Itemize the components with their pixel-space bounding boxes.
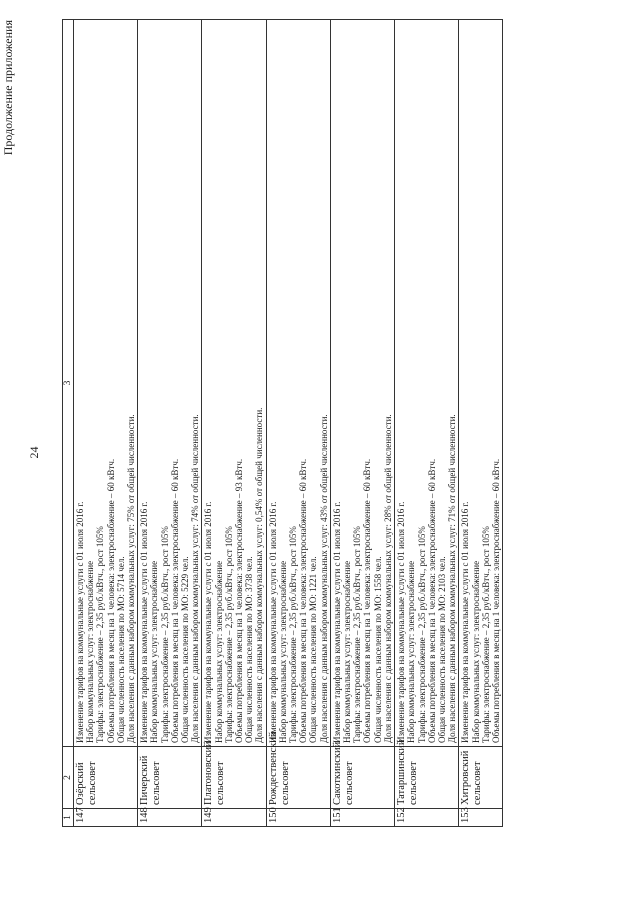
- description-line: Объемы потребления в месяц на 1 человека: электроснабжение – 60 кВтч.: [490, 458, 501, 743]
- table-row: [74, 20, 138, 827]
- description-line: Изменение тарифов на коммунальные услуги с 01 июля 2016 г.: [75, 501, 85, 743]
- tariff-description: [138, 20, 202, 747]
- table-row: [266, 20, 330, 827]
- tariff-description: [459, 20, 503, 747]
- description-line: Доля населения с данным набором коммунальных услуг: 75% от общей численности.: [126, 414, 137, 743]
- description-line: Доля населения с данным набором коммунальных услуг: 71% от общей численности.: [447, 414, 458, 743]
- description-line: Изменение тарифов на коммунальные услуги с 01 июля 2016 г.: [139, 501, 150, 743]
- description-line: Доля населения с данным набором коммунальных услуг: 0,54% от общей численности.: [254, 407, 265, 743]
- municipality-name: Татаршинский сельсовет: [395, 747, 459, 809]
- description-line: Объемы потребления в месяц на 1 человека: электроснабжение – 60 кВтч.: [426, 458, 437, 743]
- tariff-description: [266, 20, 330, 747]
- row-number: 151: [330, 809, 394, 827]
- description-line: Набор коммунальных услуг: электроснабжение: [470, 560, 481, 743]
- table-row: [330, 20, 394, 827]
- municipality-name: Сакоткинский сельсовет: [330, 747, 394, 809]
- row-number: 147: [74, 809, 138, 827]
- appendix-table: [62, 19, 503, 827]
- row-number: 149: [202, 809, 266, 827]
- municipality-name: Платоновский сельсовет: [202, 747, 266, 809]
- row-number: 150: [266, 809, 330, 827]
- description-line: Изменение тарифов на коммунальные услуги с 01 июля 2016 г.: [396, 501, 407, 743]
- description-line: Набор коммунальных услуг: электроснабжение: [342, 560, 353, 743]
- municipality-name: Озёрский сельсовет: [74, 747, 138, 809]
- table-row: [202, 20, 266, 827]
- header-col-1: 1: [63, 809, 74, 827]
- description-line: Объемы потребления в месяц на 1 человека: электроснабжение – 60 кВтч.: [169, 458, 180, 743]
- description-line: Тарифы: электроснабжение – 2,35 руб./кВтч., рост 105%: [95, 526, 106, 743]
- tariff-description: [74, 20, 138, 747]
- municipality-name: Пичерский сельсовет: [138, 747, 202, 809]
- table-row: [395, 20, 459, 827]
- description-line: Общая численность населения по МО: 5229 чел.: [180, 556, 191, 743]
- municipality-name: Рождественский сельсовет: [266, 747, 330, 809]
- table-row: [138, 20, 202, 827]
- description-line: Объемы потребления в месяц на 1 человека: электроснабжение – 93 кВтч.: [234, 458, 245, 743]
- header-col-2: 2: [63, 747, 74, 809]
- description-line: Доля населения с данным набором коммунальных услуг: 43% от общей численности.: [318, 414, 329, 743]
- header-col-3: 3: [63, 20, 74, 747]
- table-row: [459, 20, 503, 827]
- description-line: Набор коммунальных услуг: электроснабжение: [149, 560, 160, 743]
- header-row: [63, 20, 74, 827]
- description-line: Тарифы: электроснабжение – 2,35 руб./кВтч., рост 105%: [223, 526, 234, 743]
- description-line: Общая численность населения по МО: 1558 чел.: [372, 556, 383, 743]
- continuation-label: Продолжение приложения: [1, 20, 15, 156]
- municipality-name: Хитровский сельсовет: [459, 747, 503, 809]
- row-number: 148: [138, 809, 202, 827]
- description-line: Объемы потребления в месяц на 1 человека: электроснабжение – 60 кВтч.: [298, 458, 309, 743]
- description-line: Изменение тарифов на коммунальные услуги с 01 июля 2016 г.: [331, 501, 342, 743]
- description-line: Набор коммунальных услуг: электроснабжение: [277, 560, 288, 743]
- description-line: Набор коммунальных услуг: электроснабжение: [406, 560, 417, 743]
- description-line: Изменение тарифов на коммунальные услуги с 01 июля 2016 г.: [267, 501, 278, 743]
- description-line: Доля населения с данным набором коммунальных услуг: 28% от общей численности.: [382, 414, 393, 743]
- description-line: Доля населения с данным набором коммунальных услуг: 74% от общей численности.: [190, 414, 201, 743]
- description-line: Общая численность населения по МО: 5714 чел.: [115, 556, 126, 743]
- description-line: Объемы потребления в месяц на 1 человека: электроснабжение – 60 кВтч.: [362, 458, 373, 743]
- description-line: Общая численность населения по МО: 2103 чел.: [436, 556, 447, 743]
- row-number: 152: [395, 809, 459, 827]
- table-body: [63, 20, 503, 827]
- tariff-description: [395, 20, 459, 747]
- description-line: Объемы потребления в месяц на 1 человека: электроснабжение – 60 кВтч.: [105, 458, 116, 743]
- description-line: Общая численность населения по МО: 3738 чел.: [244, 556, 255, 743]
- row-number: 153: [459, 809, 503, 827]
- description-line: Тарифы: электроснабжение – 2,35 руб./кВтч., рост 105%: [159, 526, 170, 743]
- description-line: Набор коммунальных услуг: электроснабжение: [85, 560, 96, 743]
- tariff-description: [202, 20, 266, 747]
- description-line: Общая численность населения по МО: 1221 чел.: [308, 556, 319, 743]
- description-line: Тарифы: электроснабжение – 2,35 руб./кВтч., рост 105%: [416, 526, 427, 743]
- description-line: Тарифы: электроснабжение – 2,35 руб./кВтч., рост 105%: [352, 526, 363, 743]
- description-line: Набор коммунальных услуг: электроснабжение: [213, 560, 224, 743]
- page-number: 24: [27, 446, 41, 459]
- description-line: Изменение тарифов на коммунальные услуги с 01 июля 2016 г.: [203, 501, 214, 743]
- description-line: Тарифы: электроснабжение – 2,35 руб./кВтч., рост 105%: [288, 526, 299, 743]
- description-line: Тарифы: электроснабжение – 2,35 руб./кВтч., рост 105%: [480, 526, 491, 743]
- description-line: Изменение тарифов на коммунальные услуги с 01 июля 2016 г.: [460, 501, 471, 743]
- tariff-description: [330, 20, 394, 747]
